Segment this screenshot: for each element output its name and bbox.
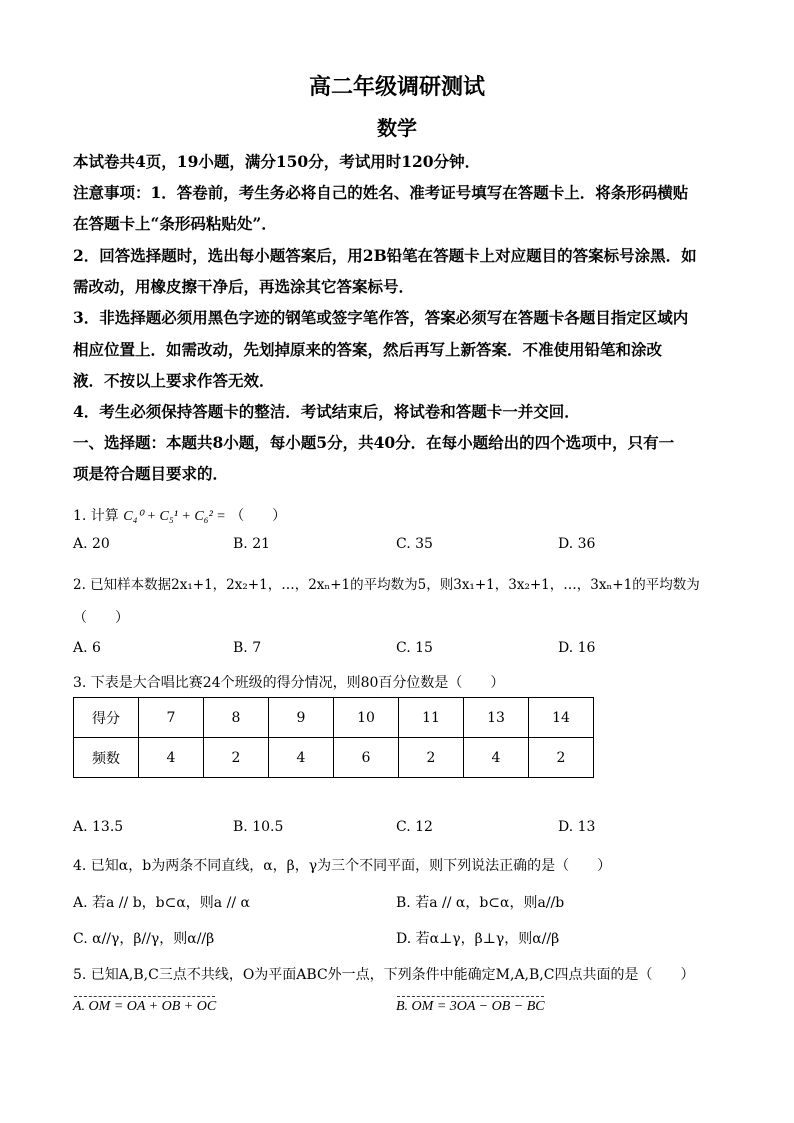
table-cell: 2	[204, 738, 269, 778]
section-heading: 项是符合题目要求的．	[73, 464, 229, 483]
note-line: 注意事项：1．答卷前，考生务必将自己的姓名、准考证号填写在答题卡上．将条形码横贴	[73, 183, 689, 202]
question-5-option-b	[396, 998, 545, 1015]
question-2-option-b: B. 7	[233, 640, 262, 656]
table-row	[74, 698, 594, 738]
question-1-option-c: C. 35	[396, 536, 433, 552]
question-4-option-b: B. 若a // α，b⊂α，则a//b	[396, 895, 565, 911]
table-row	[74, 738, 594, 778]
subject-title: 数学	[377, 116, 417, 140]
table-cell: 11	[399, 698, 464, 738]
table-cell: 10	[334, 698, 399, 738]
question-2-option-d: D. 16	[558, 640, 596, 656]
note-line: 在答题卡上“条形码粘贴处”．	[73, 214, 277, 233]
question-1-stem	[73, 505, 286, 525]
question-1-option-a: A. 20	[73, 536, 110, 552]
note-line: 3．非选择题必须用黑色字迹的钢笔或签字笔作答，答案必须写在答题卡各题目指定区域内	[73, 308, 689, 327]
table-cell: 4	[139, 738, 204, 778]
question-1-option-d: D. 36	[558, 536, 596, 552]
note-line: 2．回答选择题时，选出每小题答案后，用2B铅笔在答题卡上对应题目的答案标号涂黑．如	[73, 246, 697, 265]
vector-expression: B. OM = 3OA − OB − BC	[396, 999, 545, 1014]
note-line: 需改动，用橡皮擦干净后，再选涂其它答案标号．	[73, 277, 415, 296]
question-3-option-c: C. 12	[396, 819, 433, 835]
table-cell: 8	[204, 698, 269, 738]
question-4-option-c: C. α//γ，β//γ，则α//β	[73, 931, 215, 947]
table-cell: 4	[464, 738, 529, 778]
note-line: 4．考生必须保持答题卡的整洁．考试结束后，将试卷和答题卡一并交回．	[73, 402, 580, 421]
table-cell: 2	[529, 738, 594, 778]
exam-title: 高二年级调研测试	[308, 74, 485, 100]
question-1-prefix: 1. 计算	[73, 508, 119, 524]
question-3-stem: 3. 下表是大合唱比赛24个班级的得分情况，则80百分位数是（ ）	[73, 675, 505, 691]
note-line: 液．不按以上要求作答无效．	[73, 371, 275, 390]
note-line: 相应位置上．如需改动，先划掉原来的答案，然后再写上新答案．不准使用铅笔和涂改	[73, 340, 663, 359]
question-4-option-a: A. 若a // b，b⊂α，则a // α	[73, 895, 250, 911]
question-3-option-d: D. 13	[558, 819, 596, 835]
question-3-option-b: B. 10.5	[233, 819, 284, 835]
question-2-option-a: A. 6	[73, 640, 101, 656]
table-cell: 13	[464, 698, 529, 738]
question-5-option-a	[73, 998, 216, 1015]
table-cell: 2	[399, 738, 464, 778]
table-cell: 4	[269, 738, 334, 778]
question-1-expression: C₄⁰ + C₅¹ + C₆² =	[123, 509, 226, 524]
table-cell: 6	[334, 738, 399, 778]
question-5-stem: 5. 已知A,B,C三点不共线，O为平面ABC外一点，下列条件中能确定M,A,B,C四点共面的是（ ）	[73, 967, 695, 983]
question-1-suffix: （ ）	[230, 508, 287, 524]
question-2-stem-cont: （ ）	[73, 610, 129, 626]
question-3-option-a: A. 13.5	[73, 819, 124, 835]
section-heading: 一、选择题：本题共8小题，每小题5分，共40分．在每小题给出的四个选项中，只有一	[73, 433, 675, 452]
question-4-stem: 4. 已知α，b为两条不同直线，α，β，γ为三个不同平面，则下列说法正确的是（ ）	[73, 858, 612, 874]
vector-expression: A. OM = OA + OB + OC	[73, 999, 217, 1014]
table-row-header: 频数	[74, 738, 139, 778]
table-cell: 14	[529, 698, 594, 738]
question-2-option-c: C. 15	[396, 640, 433, 656]
table-row-header: 得分	[74, 698, 139, 738]
score-table	[73, 697, 594, 778]
question-2-stem: 2. 已知样本数据2x₁+1，2x₂+1，…，2xₙ+1的平均数为5，则3x₁+1，3x₂+1，…，3xₙ+1的平均数为	[73, 577, 700, 593]
question-4-option-d: D. 若α⊥γ，β⊥γ，则α//β	[396, 931, 560, 947]
intro-line: 本试卷共4页，19小题，满分150分，考试用时120分钟．	[73, 152, 481, 171]
table-cell: 7	[139, 698, 204, 738]
question-1-option-b: B. 21	[233, 536, 271, 552]
table-cell: 9	[269, 698, 334, 738]
